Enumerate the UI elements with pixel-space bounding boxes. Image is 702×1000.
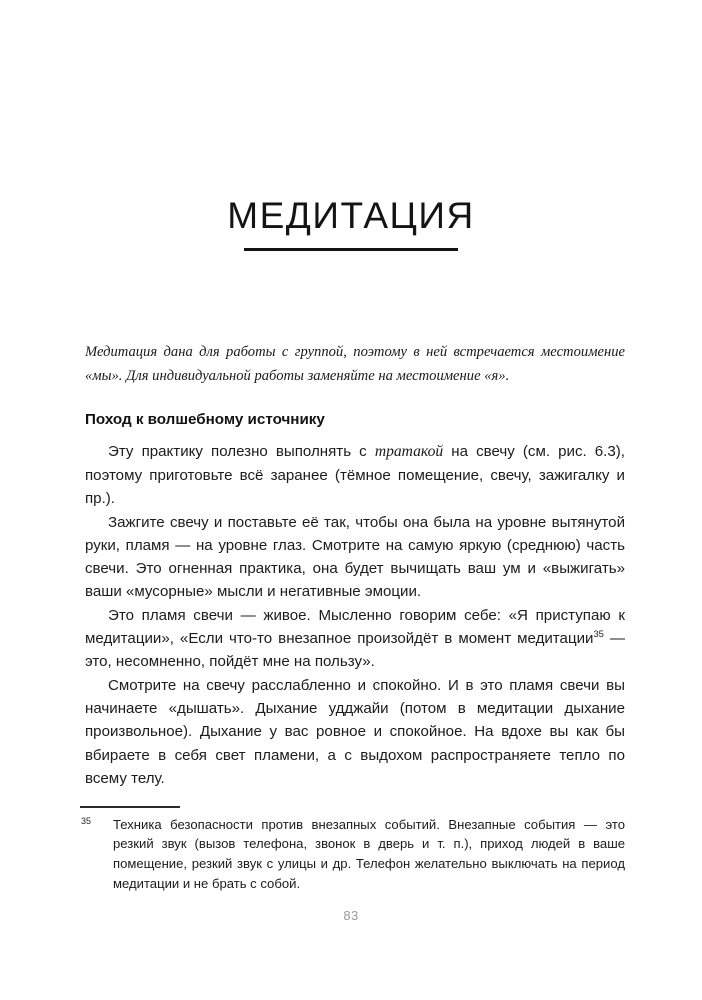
body-paragraph: Это пламя свечи — живое. Мысленно говорим себе: «Я приступаю к медитации», «Если что-то внезапное произойдёт в момент медитации$^{35}$ — это, несомненно, пойдёт мне на пользу». — [85, 606, 625, 671]
emphasized-term: тратакой — [374, 442, 444, 460]
body-paragraph: Эту практику полезно выполнять с тратакой на свечу (см. рис. 6.3), поэтому приготовьте всё заранее (тёмное помещение, свечу, зажигалку и пр.). — [85, 442, 625, 508]
body-paragraph: Зажгите свечу и поставьте её так, чтобы она была на уровне вытянутой руки, пламя — на уровне глаз. Смотрите на самую яркую (среднюю) часть свечи. Это огненная практика, она будет вычищать ваш ум и «выжигать» ваши «мусорные» мысли и негативные эмоции. — [85, 513, 625, 601]
page-title: МЕДИТАЦИЯ — [227, 195, 475, 236]
footnote-reference: 35 — [593, 629, 604, 640]
body-paragraphs — [85, 440, 625, 790]
footnote-separator-rule — [80, 806, 180, 808]
footnote-body — [80, 815, 625, 895]
footnote-block — [80, 806, 625, 894]
intro-note: Медитация дана для работы с группой, поэтому в ней встречается местоимение «мы». Для индивидуальной работы заменяйте на местоимение «я». — [85, 344, 625, 384]
chapter-title-block — [0, 196, 702, 251]
body-paragraph: Смотрите на свечу расслабленно и спокойно. И в это пламя свечи вы начинаете «дышать». Дыхание удджайи (потом в медитации дыхание произвольное). Дыхание у вас ровное и спокойное. На вдохе вы как бы вбираете в себя свет пламени, а с выдохом распространяете тепло по всему телу. — [85, 676, 625, 787]
page-content — [85, 341, 625, 790]
section-subheading: Поход к волшебному источнику — [85, 411, 325, 429]
footnote-marker: 35 — [81, 815, 92, 826]
page-number: 83 — [343, 908, 359, 923]
title-underline-rule — [244, 248, 458, 251]
footnote-text: Техника безопасности против внезапных событий. Внезапные события — это резкий звук (вызов телефона, звонок в дверь и т. п.), приход людей в ваше помещение, резкий звук с улицы и др. Телефон желательно выключать на период медитации и не брать с собой. — [113, 816, 625, 892]
